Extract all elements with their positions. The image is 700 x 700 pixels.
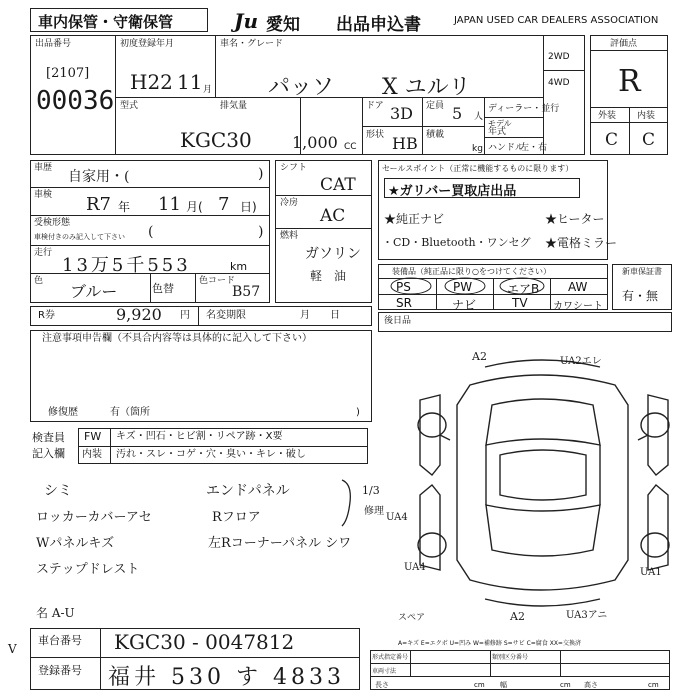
note-r-floor: Rフロア [212, 510, 261, 525]
handle-options: 左・右 [520, 143, 548, 153]
seats-label: 定員 [426, 101, 445, 111]
storage-label: 車内保管・守衛保管 [38, 13, 174, 31]
received-close: ) [258, 224, 264, 240]
diagram-label-ua4-left: UA4 [404, 562, 426, 573]
repair-close: ) [356, 407, 360, 418]
load-label: 積載 [426, 130, 445, 140]
doors-label: ドア [366, 101, 384, 111]
received-label: 受検形態 [34, 218, 71, 228]
diagram-label-ua1: UA1 [640, 567, 662, 578]
type-value: KGC30 [180, 128, 252, 152]
note-end-panel: エンドパネル [206, 483, 290, 499]
height-unit: cm [648, 681, 659, 689]
new-car-warranty-label: 新車保証書 [622, 267, 662, 276]
side-note-1: 1/3 [362, 484, 380, 497]
inspection-month-unit: 月( [186, 200, 203, 214]
inspection-label: 車検 [34, 190, 53, 200]
displacement-unit: CC [344, 142, 357, 152]
received-open: ( [148, 224, 154, 240]
equip-aw: AW [568, 280, 588, 294]
inspector-label-2: 記入欄 [32, 447, 65, 460]
next-change-label: 名変期限 [206, 310, 246, 321]
inspection-month: 11 [158, 194, 181, 215]
diagram-label-a2-top: A2 [472, 350, 487, 363]
selling-point-4: ★電格ミラー [545, 236, 618, 250]
ju-logo: Ju [234, 9, 259, 33]
diagram-label-spare: スペア [398, 613, 426, 623]
model-year-label: モデル [488, 119, 512, 128]
first-reg-month: 11 [177, 70, 203, 94]
grade-label: 評価点 [610, 39, 638, 49]
lot-prefix: [2107] [46, 66, 90, 81]
equip-ps: PS [396, 280, 411, 294]
r-unit: 円 [180, 310, 190, 321]
received-note: 車検付きのみ記入して下さい [34, 233, 125, 241]
fuel-diesel: 軽 油 [310, 269, 347, 283]
displacement-label: 排気量 [220, 101, 248, 111]
equipment-label: 装備品（純正品に限り○をつけてください） [392, 267, 551, 276]
reg-value: 福井 530 す 4833 [108, 665, 345, 690]
model-year-unit: 年式 [488, 127, 507, 137]
model-grade-label: 車名・グレード [220, 39, 284, 49]
doors-value: 3D [390, 104, 414, 123]
equip-airbag: エアB [507, 282, 540, 296]
inspector-label-1: 検査員 [32, 431, 65, 444]
mileage-label: 走行 [34, 248, 53, 258]
equip-navi: ナビ [452, 298, 477, 312]
color-code-value: B57 [232, 284, 261, 300]
shape-value: HB [392, 134, 418, 153]
diagram-label-ua2: UA2エレ [560, 356, 602, 367]
association-name: JAPAN USED CAR DEALERS ASSOCIATION [454, 15, 659, 26]
fw-items: キズ・凹石・ヒビ割・リペア跡・X要 [116, 431, 283, 442]
lot-label: 出品番号 [35, 39, 72, 49]
length-label: 長さ [375, 681, 389, 689]
usage-label: 車歴 [34, 163, 53, 173]
mileage-value: 13万5千553 [62, 255, 191, 276]
seats-unit: 人 [474, 112, 484, 122]
remarks-label: 注意事項申告欄（不具合内容等は具体的に記入して下さい） [42, 333, 312, 344]
r-label: R券 [38, 310, 55, 321]
dealer-label: ディーラー・並行 [488, 104, 560, 114]
note-stain: シミ [44, 483, 72, 499]
reg-label: 登録番号 [38, 664, 82, 677]
height-label: 高さ [584, 681, 598, 689]
interior-items-label: 内装 [82, 449, 102, 460]
diagram-legend: A=キズ E=エクボ U=凹み W=補修跡 S=サビ C=腐食 XX=交換済 [398, 640, 581, 647]
tick-mark: V [8, 642, 17, 656]
back-item-box [378, 312, 672, 332]
back-label: 後日品 [384, 316, 412, 326]
selling-point-2: ★ヒーター [545, 212, 605, 226]
equip-circles [378, 264, 608, 310]
fuel-gasoline: ガソリン [305, 246, 361, 262]
inspection-day-unit: 日) [240, 200, 257, 214]
type-label: 型式 [120, 101, 139, 111]
repair-label: 修復歴 [48, 407, 78, 418]
inspection-era: R7 [86, 194, 112, 215]
note-w-panel: Wパネルキズ [36, 536, 115, 551]
interior-label: 内装 [637, 111, 656, 121]
exterior-grade: C [605, 130, 619, 150]
load-unit: kg [472, 144, 483, 154]
side-note-2: 修理 [364, 506, 384, 517]
first-reg-label: 初度登録年月 [120, 39, 175, 49]
drive-2wd: 2WD [548, 52, 570, 62]
usage-value: 自家用・( [68, 169, 130, 185]
seats-value: 5 [452, 104, 463, 123]
chassis-value: KGC30 - 0047812 [114, 630, 295, 654]
fuel-label: 燃料 [280, 231, 299, 241]
interior-items: 汚れ・スレ・コゲ・穴・臭い・キレ・破し [116, 449, 306, 460]
displacement-value: 1,000 [292, 133, 338, 152]
diagram-label-a2-bottom: A2 [510, 610, 525, 623]
dims-label: 車両寸法 [372, 668, 397, 675]
note-step: ステップドレスト [36, 562, 140, 577]
fw-label: FW [84, 430, 102, 443]
ac-value: AC [320, 206, 346, 226]
shape-label: 形状 [366, 130, 385, 140]
shift-value: CAT [320, 175, 356, 195]
repair-value: 有（箇所 [110, 407, 150, 418]
equip-sr: SR [396, 296, 412, 310]
inspection-year-unit: 年 [118, 200, 131, 214]
ac-label: 冷房 [280, 198, 299, 208]
r-value: 9,920 [116, 305, 162, 324]
form-title: 出品申込書 [336, 15, 421, 35]
model-name: パッソ [268, 75, 335, 100]
selling-point-3: ・CD・Bluetooth・ワンセグ [382, 236, 531, 249]
model-grade: X ユルリ [382, 75, 471, 100]
length-unit: cm [474, 681, 485, 689]
handle-label: ハンドル [488, 143, 525, 153]
color-change-label: 色替 [152, 282, 174, 295]
color-code-label: 色コード [199, 276, 236, 286]
drive-4wd: 4WD [548, 78, 570, 88]
car-damage-diagram [400, 345, 690, 620]
color-value: ブルー [70, 282, 118, 301]
grade-score: R [618, 64, 641, 99]
new-car-warranty-options: 有・無 [622, 289, 659, 303]
interior-grade: C [642, 130, 656, 150]
class-spec-label: 類別区分番号 [492, 654, 529, 661]
width-label: 幅 [500, 681, 507, 689]
lot-number: 00036 [36, 86, 115, 116]
width-unit: cm [560, 681, 571, 689]
shift-label: シフト [280, 163, 308, 173]
first-reg-value: H22 [130, 70, 173, 94]
exterior-label: 外装 [598, 111, 617, 121]
usage-close: ) [258, 166, 264, 182]
mileage-unit: km [230, 260, 248, 273]
bottom-note: 名 A-U [36, 606, 75, 620]
diagram-label-ua4-right: UA4 [386, 512, 408, 523]
color-label: 色 [34, 276, 44, 286]
selling-point-1: ★純正ナビ [384, 212, 445, 226]
month-unit: 月 [203, 85, 213, 95]
equip-tv: TV [512, 296, 528, 310]
selling-points-label: セールスポイント（正常に機能するものに限ります） [382, 164, 574, 173]
chassis-label: 車台番号 [38, 634, 82, 647]
selling-banner: ★ガリバー買取店出品 [388, 184, 517, 199]
note-rocker-cover: ロッカーカバーアセ [36, 510, 152, 525]
inspection-day: 7 [218, 194, 230, 215]
type-spec-label: 形式指定番号 [372, 654, 409, 661]
equip-pw: PW [453, 280, 473, 294]
bracket-mark [338, 478, 358, 528]
equip-power-seat: カワシート [553, 301, 603, 312]
next-change-units: 月 日 [300, 310, 340, 321]
note-corner-panel: 左Rコーナーパネル シワ [208, 536, 352, 551]
org-name: 愛知 [266, 15, 300, 35]
diagram-label-ua3: UA3アニ [566, 610, 608, 621]
